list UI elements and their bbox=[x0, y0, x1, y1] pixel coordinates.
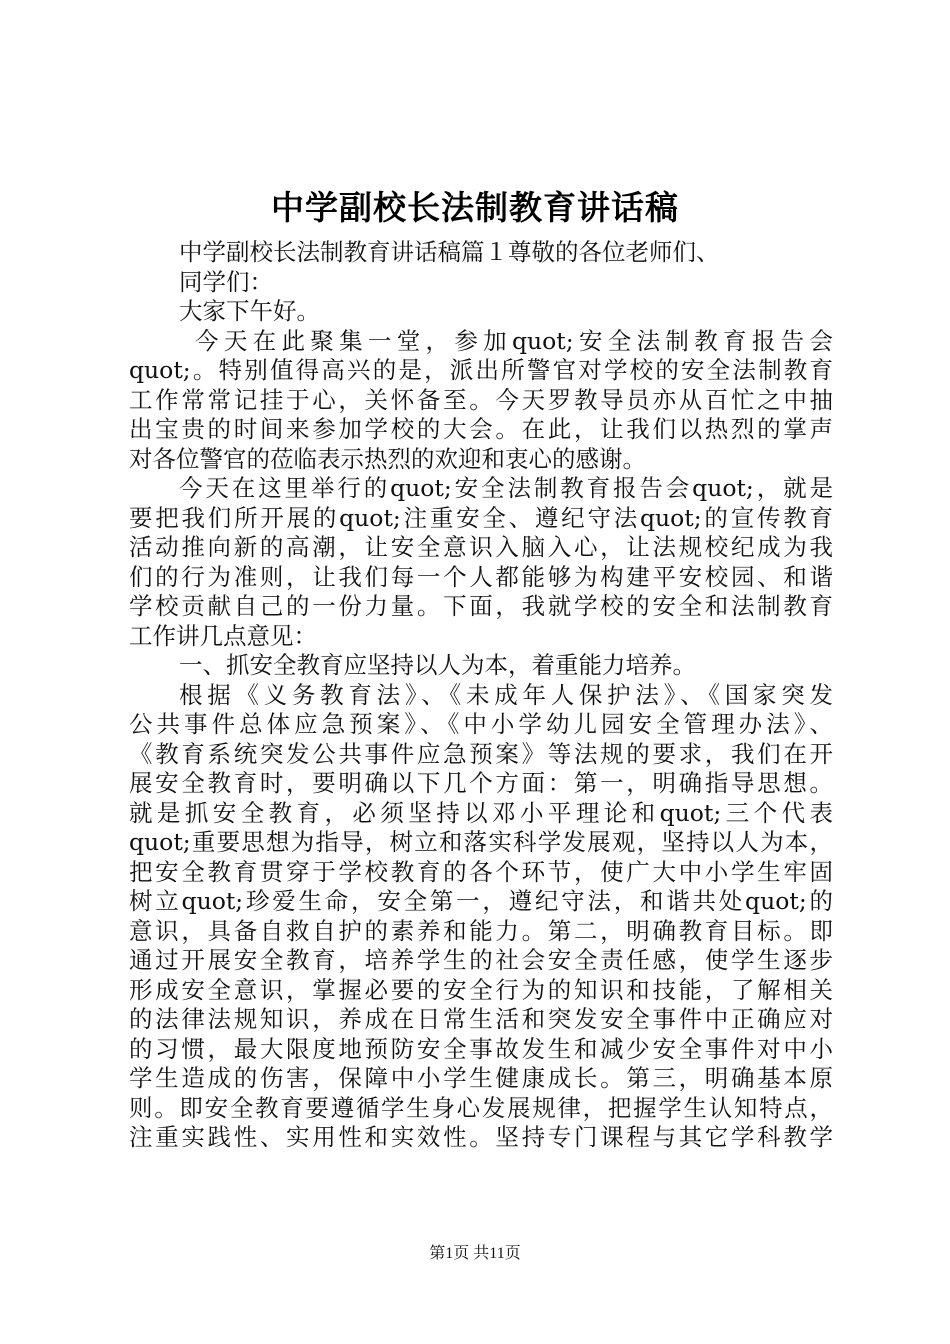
text-line: 今天在此聚集一堂，参加quot;安全法制教育报告会 bbox=[195, 326, 833, 355]
text-line: 学校贡献自己的一份力量。下面，我就学校的安全和法制教育 bbox=[129, 592, 833, 620]
text-line: 要把我们所开展的quot;注重安全、遵纪守法quot;的宣传教育 bbox=[129, 503, 833, 532]
text-line: 对各位警官的莅临表示热烈的欢迎和衷心的感谢。 bbox=[129, 444, 646, 473]
page-footer: 第1页 共11页 bbox=[429, 1245, 521, 1262]
text-line: 大家下午好。 bbox=[179, 297, 320, 325]
text-line: 意识，具备自救自护的素养和能力。第二，明确教育目标。即 bbox=[129, 916, 833, 945]
text-line: 公共事件总体应急预案》、《中小学幼儿园安全管理办法》、 bbox=[129, 710, 833, 738]
text-line: quot;重要思想为指导，树立和落实科学发展观，坚持以人为本， bbox=[129, 828, 833, 856]
text-line: 《教育系统突发公共事件应急预案》等法规的要求，我们在开 bbox=[129, 739, 833, 768]
text-line: 根据《义务教育法》、《未成年人保护法》、《国家突发 bbox=[179, 680, 833, 709]
text-line: 同学们： bbox=[179, 267, 273, 296]
page-title: 中学副校长法制教育讲话稿 bbox=[271, 188, 679, 227]
text-line: 学生造成的伤害，保障中小学生健康成长。第三，明确基本原 bbox=[129, 1064, 833, 1092]
text-line: 的法律法规知识，养成在日常生活和突发安全事件中正确应对 bbox=[129, 1005, 833, 1033]
text-line: quot;。特别值得高兴的是，派出所警官对学校的安全法制教育 bbox=[129, 356, 833, 384]
text-line: 工作讲几点意见： bbox=[129, 621, 317, 650]
text-line: 的习惯，最大限度地预防安全事故发生和减少安全事件对中小 bbox=[129, 1034, 833, 1063]
text-line: 树立quot;珍爱生命，安全第一，遵纪守法，和谐共处quot;的 bbox=[129, 887, 833, 915]
text-line: 出宝贵的时间来参加学校的大会。在此，让我们以热烈的掌声 bbox=[129, 415, 833, 443]
text-line: 今天在这里举行的quot;安全法制教育报告会quot;，就是 bbox=[179, 474, 833, 502]
text-line: 就是抓安全教育，必须坚持以邓小平理论和quot;三个代表 bbox=[129, 798, 833, 827]
text-line: 们的行为准则，让我们每一个人都能够为构建平安校园、和谐 bbox=[129, 562, 833, 591]
text-line: 展安全教育时，要明确以下几个方面：第一，明确指导思想。 bbox=[129, 769, 833, 797]
text-line: 注重实践性、实用性和实效性。坚持专门课程与其它学科教学 bbox=[129, 1123, 833, 1151]
text-line: 一、抓安全教育应坚持以人为本，着重能力培养。 bbox=[179, 651, 696, 679]
text-line: 则。即安全教育要遵循学生身心发展规律，把握学生认知特点， bbox=[129, 1093, 833, 1122]
text-line: 工作常常记挂于心，关怀备至。今天罗教导员亦从百忙之中抽 bbox=[129, 385, 833, 414]
text-line: 中学副校长法制教育讲话稿篇１尊敬的各位老师们、 bbox=[179, 238, 720, 266]
text-line: 活动推向新的高潮，让安全意识入脑入心，让法规校纪成为我 bbox=[129, 533, 833, 561]
text-line: 把安全教育贯穿于学校教育的各个环节，使广大中小学生牢固 bbox=[129, 857, 833, 886]
text-line: 通过开展安全教育，培养学生的社会安全责任感，使学生逐步 bbox=[129, 946, 833, 974]
text-line: 形成安全意识，掌握必要的安全行为的知识和技能，了解相关 bbox=[129, 975, 833, 1004]
document-body bbox=[129, 238, 833, 1153]
